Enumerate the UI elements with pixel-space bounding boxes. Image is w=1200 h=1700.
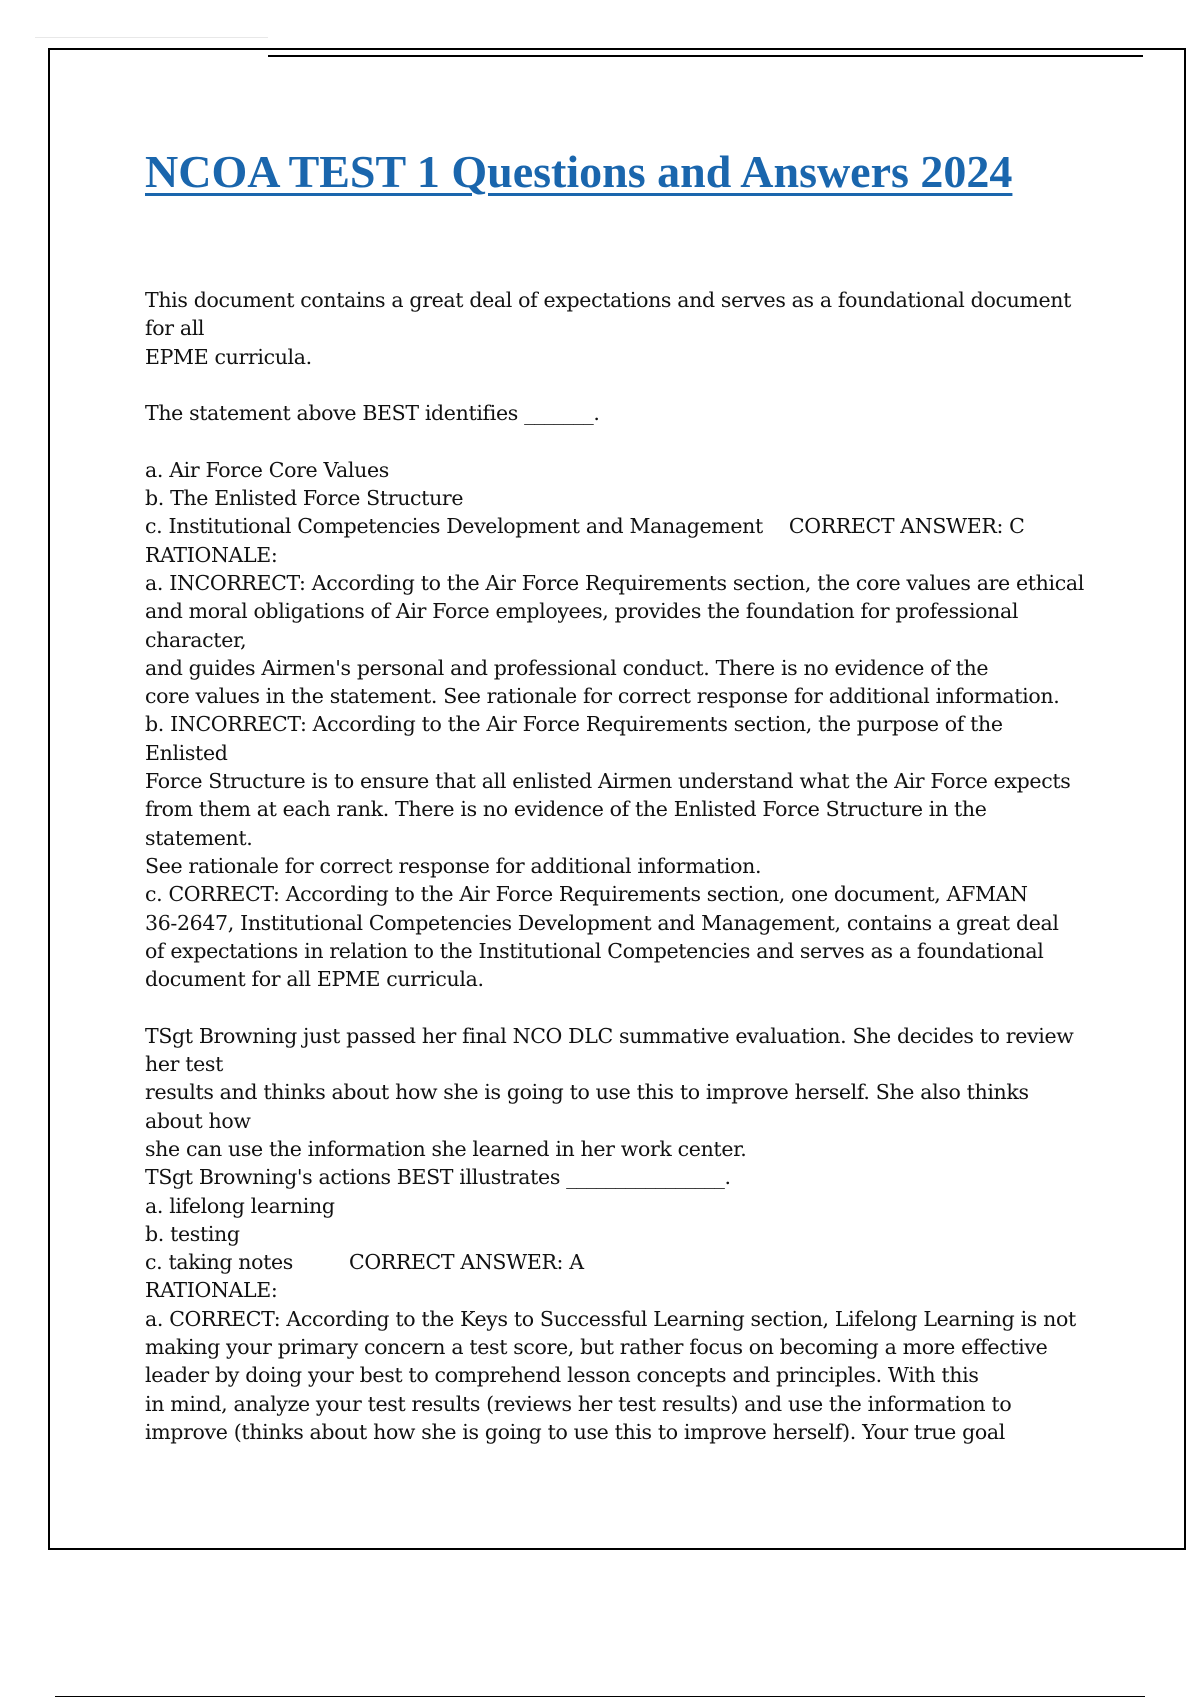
q1-rationale-line: character, — [145, 627, 247, 652]
top-faint-rule — [35, 37, 268, 38]
q1-rationale-line: and guides Airmen's personal and professional conduct. There is no evidence of the — [145, 655, 989, 680]
q1-option-a: a. Air Force Core Values — [145, 457, 389, 482]
q2-option-a: a. lifelong learning — [145, 1193, 335, 1218]
document-body — [145, 286, 1095, 1446]
q2-stem-line: TSgt Browning's actions BEST illustrates ________________. — [145, 1165, 731, 1190]
page-title: NCOA TEST 1 Questions and Answers 2024 — [145, 146, 1013, 197]
q1-rationale-line: core values in the statement. See rationale for correct response for additional information. — [145, 684, 1060, 709]
q2-rationale-line: improve (thinks about how she is going to use this to improve herself). Your true goal — [145, 1419, 1005, 1444]
q2-rationale-line: a. CORRECT: According to the Keys to Successful Learning section, Lifelong Learning is not — [145, 1306, 1076, 1331]
spacer — [145, 427, 1095, 455]
q2-stem-line: TSgt Browning just passed her final NCO DLC summative evaluation. She decides to review — [145, 1023, 1074, 1048]
q1-rationale-line: of expectations in relation to the Institutional Competencies and serves as a foundational — [145, 938, 1044, 963]
q2-stem-line: about how — [145, 1108, 251, 1133]
q2-rationale-line: making your primary concern a test score, but rather focus on becoming a more effective — [145, 1334, 1048, 1359]
q1-rationale-line: Enlisted — [145, 740, 228, 765]
spacer — [145, 371, 1095, 399]
q2-stem-line: she can use the information she learned in her work center. — [145, 1136, 747, 1161]
q2-correct-answer: CORRECT ANSWER: A — [348, 1250, 584, 1275]
q2-option-c-row — [145, 1248, 1095, 1276]
q1-rationale-line: 36-2647, Institutional Competencies Development and Management, contains a great deal — [145, 910, 1059, 935]
header-rule — [268, 55, 1143, 57]
q1-rationale-line: and moral obligations of Air Force employees, provides the foundation for professional — [145, 599, 1019, 624]
q1-stem-line: for all — [145, 316, 205, 341]
q1-rationale-line: Force Structure is to ensure that all enlisted Airmen understand what the Air Force expects — [145, 769, 1071, 794]
q1-rationale-line: See rationale for correct response for additional information. — [145, 853, 762, 878]
q1-rationale-line: statement. — [145, 825, 253, 850]
q1-correct-answer: CORRECT ANSWER: C — [788, 514, 1025, 539]
q2-option-c: c. taking notes — [145, 1250, 293, 1275]
q1-stem-line: This document contains a great deal of expectations and serves as a foundational document — [145, 288, 1072, 312]
q2-rationale-line: leader by doing your best to comprehend lesson concepts and principles. With this — [145, 1363, 979, 1388]
q1-option-c: c. Institutional Competencies Development and Management — [145, 514, 763, 539]
q1-option-b: b. The Enlisted Force Structure — [145, 486, 464, 511]
q1-rationale-line: c. CORRECT: According to the Air Force Requirements section, one document, AFMAN — [145, 882, 1028, 907]
footer-rule — [55, 1696, 1145, 1697]
q1-option-c-row — [145, 512, 1095, 540]
q2-option-b: b. testing — [145, 1221, 240, 1246]
q1-rationale-line: document for all EPME curricula. — [145, 967, 484, 992]
q1-prompt: The statement above BEST identifies _______. — [145, 401, 600, 426]
spacer — [145, 993, 1095, 1021]
q2-rationale-label: RATIONALE: — [145, 1278, 278, 1303]
q2-stem-line: results and thinks about how she is going to use this to improve herself. She also thinks — [145, 1080, 1029, 1105]
q2-rationale-line: in mind, analyze your test results (reviews her test results) and use the information to — [145, 1391, 1012, 1416]
q1-rationale-line: a. INCORRECT: According to the Air Force Requirements section, the core values are ethical — [145, 570, 1084, 595]
q1-stem-line: EPME curricula. — [145, 344, 312, 369]
q2-stem-line: her test — [145, 1052, 223, 1077]
q1-rationale-line: b. INCORRECT: According to the Air Force Requirements section, the purpose of the — [145, 712, 1003, 737]
q1-rationale-label: RATIONALE: — [145, 542, 278, 567]
q1-rationale-line: from them at each rank. There is no evidence of the Enlisted Force Structure in the — [145, 797, 987, 822]
